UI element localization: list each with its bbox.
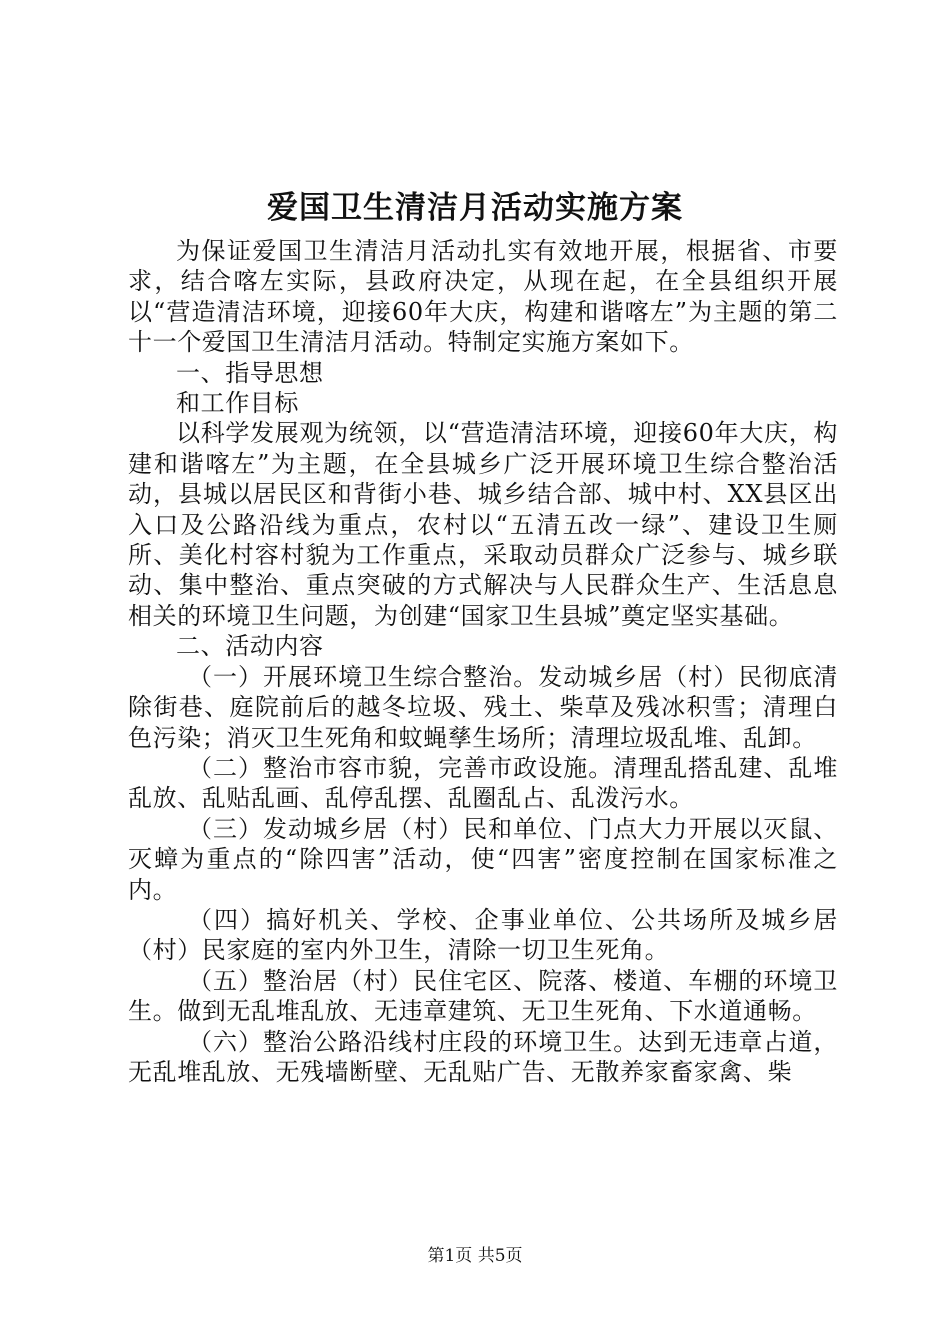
activity-item-1: （一）开展环境卫生综合整治。发动城乡居（村）民彻底清除街巷、庭院前后的越冬垃圾、残土、柴草及残冰积雪；清理白色污染；消灭卫生死角和蚊蝇孳生场所；清理垃圾乱堆、乱卸。 [128, 662, 838, 752]
guiding-principle-paragraph: 以科学发展观为统领，以“营造清洁环境，迎接60年大庆，构建和谐喀左”为主题，在全县城乡广泛开展环境卫生综合整治活动，县城以居民区和背街小巷、城乡结合部、城中村、XX县区出入口及公路沿线为重点，农村以“五清五改一绿”、建设卫生厕所、美化村容村貌为工作重点，采取动员群众广泛参与、城乡联动、集中整治、重点突破的方式解决与人民群众生产、生活息息相关的环境卫生问题，为创建“国家卫生县城”奠定坚实基础。 [128, 419, 838, 630]
document-body [128, 236, 838, 1087]
section-heading-2: 二、活动内容 [176, 632, 324, 661]
activity-item-3: （三）发动城乡居（村）民和单位、门点大力开展以灭鼠、灭蟑为重点的“除四害”活动，使“四害”密度控制在国家标准之内。 [128, 814, 838, 904]
document-title: 爱国卫生清洁月活动实施方案 [267, 190, 683, 226]
activity-item-2: （二）整治市容市貌，完善市政设施。清理乱搭乱建、乱堆乱放、乱贴乱画、乱停乱摆、乱圈乱占、乱泼污水。 [128, 753, 838, 813]
activity-item-6: （六）整治公路沿线村庄段的环境卫生。达到无违章占道，无乱堆乱放、无残墙断壁、无乱贴广告、无散养家畜家禽、柴 [128, 1027, 838, 1086]
activity-item-4: （四）搞好机关、学校、企事业单位、公共场所及城乡居（村）民家庭的室内外卫生，清除一切卫生死角。 [128, 905, 838, 965]
intro-paragraph: 为保证爱国卫生清洁月活动扎实有效地开展，根据省、市要求，结合喀左实际，县政府决定，从现在起，在全县组织开展以“营造清洁环境，迎接60年大庆，构建和谐喀左”为主题的第二十一个爱国卫生清洁月活动。特制定实施方案如下。 [128, 237, 838, 357]
activity-item-5: （五）整治居（村）民住宅区、院落、楼道、车棚的环境卫生。做到无乱堆乱放、无违章建筑、无卫生死角、下水道通畅。 [128, 966, 838, 1026]
section-heading-1: 一、指导思想 [176, 358, 324, 387]
section-heading-1-continued: 和工作目标 [176, 389, 299, 418]
page-footer: 第1页 共5页 [427, 1246, 523, 1266]
